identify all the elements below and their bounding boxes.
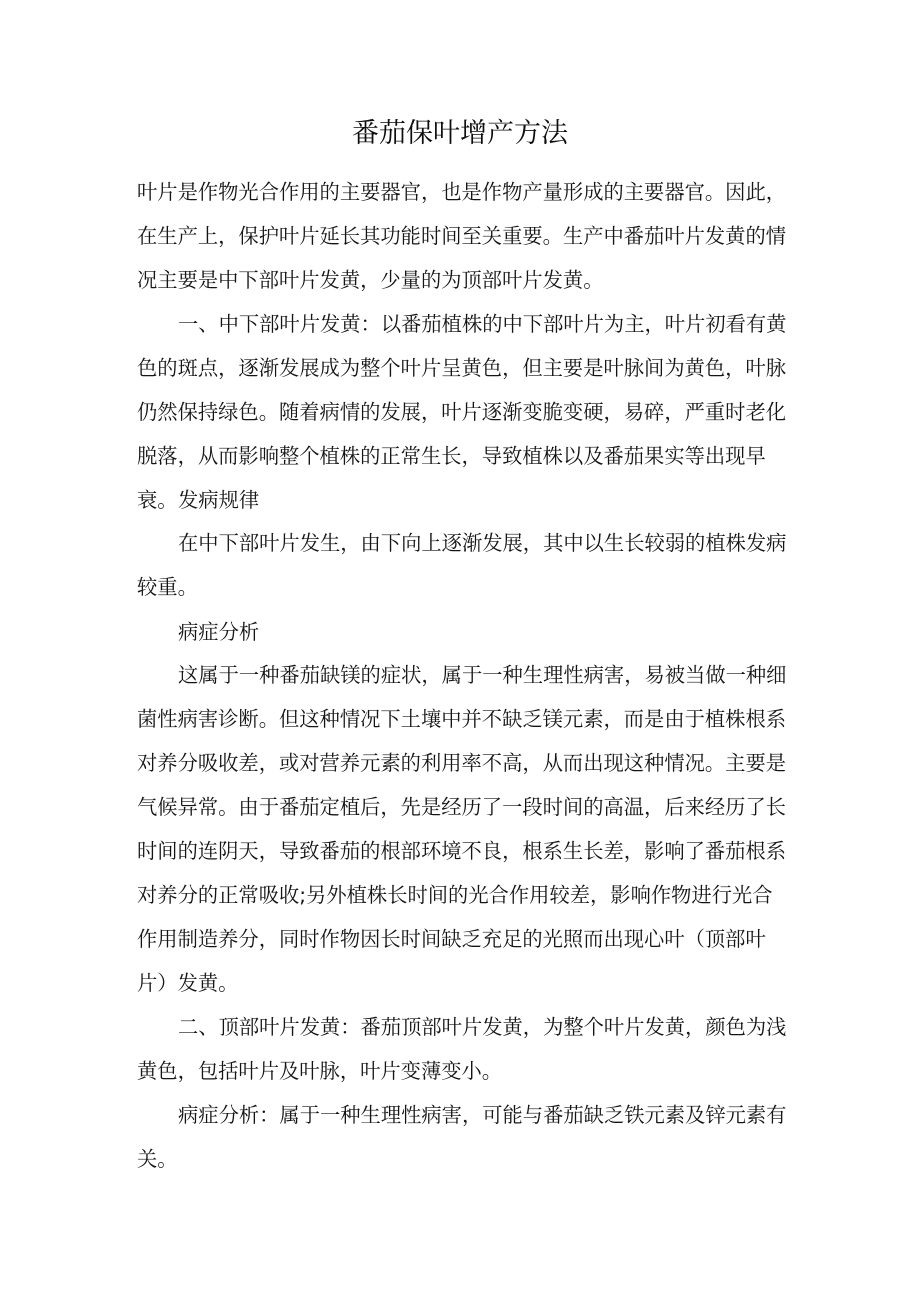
document-title: 番茄保叶增产方法 bbox=[352, 118, 568, 149]
paragraph-top-symptom-analysis: 病症分析：属于一种生理性病害，可能与番茄缺乏铁元素及锌元素有关。 bbox=[137, 1103, 787, 1171]
paragraph-intro: 叶片是作物光合作用的主要器官，也是作物产量形成的主要器官。因此，在生产上，保护叶片延长其功能时间至关重要。生产中番茄叶片发黄的情况主要是中下部叶片发黄，少量的为顶部叶片发黄。 bbox=[137, 180, 787, 292]
heading-symptom-analysis: 病症分析 bbox=[178, 620, 260, 644]
paragraph-disease-pattern: 在中下部叶片发生，由下向上逐渐发展，其中以生长较弱的植株发病较重。 bbox=[137, 531, 787, 599]
paragraph-top-leaves-yellowing: 二、顶部叶片发黄：番茄顶部叶片发黄，为整个叶片发黄，颜色为浅黄色，包括叶片及叶脉，叶片变薄变小。 bbox=[137, 1015, 787, 1083]
heading-disease-pattern: 发病规律 bbox=[178, 488, 260, 512]
paragraph-symptom-analysis: 这属于一种番茄缺镁的症状，属于一种生理性病害，易被当做一种细菌性病害诊断。但这种情况下土壤中并不缺乏镁元素，而是由于植株根系对养分吸收差，或对营养元素的利用率不高，从而出现这种情况。主要是气候异常。由于番茄定植后，先是经历了一段时间的高温，后来经历了长时间的连阴天，导致番茄的根部环境不良，根系生长差，影响了番茄根系对养分的正常吸收;另外植株长时间的光合作用较差，影响作物进行光合作用制造养分，同时作物因长时间缺乏充足的光照而出现心叶（顶部叶片）发黄。 bbox=[137, 663, 787, 995]
paragraph-lower-leaves-yellowing: 一、中下部叶片发黄：以番茄植株的中下部叶片为主，叶片初看有黄色的斑点，逐渐发展成为整个叶片呈黄色，但主要是叶脉间为黄色，叶脉仍然保持绿色。随着病情的发展，叶片逐渐变脆变硬，易碎，严重时老化脱落，从而影响整个植株的正常生长，导致植株以及番茄果实等出现早衰。 bbox=[137, 312, 787, 512]
